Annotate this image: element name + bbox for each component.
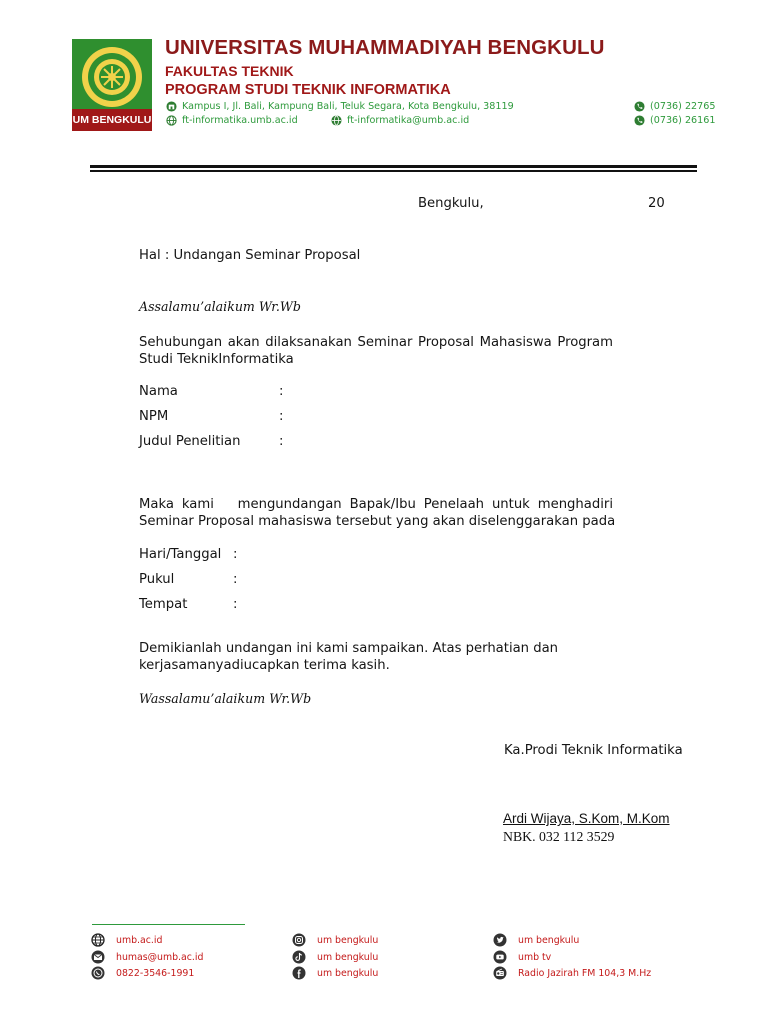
instagram-icon (292, 933, 306, 947)
twitter-icon (493, 933, 507, 947)
phone-line-2 (634, 115, 715, 126)
website-link[interactable]: ft-informatika.umb.ac.id (182, 115, 298, 126)
field-sep-judul: : (279, 434, 284, 449)
footer-email-text[interactable]: humas@umb.ac.id (116, 951, 204, 963)
footer-radio[interactable] (493, 966, 651, 980)
faculty-name: FAKULTAS TEKNIK (165, 63, 294, 79)
field-label-npm: NPM (139, 409, 169, 424)
globe-icon (91, 933, 105, 947)
field-label-judul: Judul Penelitian (139, 434, 241, 449)
footer-whatsapp-text[interactable]: 0822-3546-1991 (116, 967, 195, 979)
footer-website[interactable] (91, 933, 162, 947)
footer-youtube[interactable] (493, 950, 551, 964)
globe-icon (166, 115, 177, 126)
field-label-nama: Nama (139, 384, 178, 399)
program-name: PROGRAM STUDI TEKNIK INFORMATIKA (165, 82, 451, 98)
footer-facebook-text[interactable]: um bengkulu (317, 967, 379, 979)
invite-paragraph (139, 496, 616, 530)
footer-whatsapp[interactable] (91, 966, 194, 980)
intro-paragraph (139, 334, 613, 368)
footer-twitter[interactable] (493, 933, 579, 947)
university-name: UNIVERSITAS MUHAMMADIYAH BENGKULU (165, 36, 605, 59)
phone-1-text: (0736) 22765 (650, 101, 716, 112)
footer-instagram-text[interactable]: um bengkulu (317, 934, 379, 946)
schedule-sep-hari: : (233, 547, 238, 562)
header-divider-thick (90, 165, 697, 168)
signer-name: Ardi Wijaya, S.Kom, M.Kom (503, 811, 670, 826)
footer-tiktok[interactable] (292, 950, 378, 964)
university-logo (72, 39, 152, 131)
address-line (166, 101, 514, 112)
schedule-sep-pukul: : (233, 572, 238, 587)
whatsapp-icon (91, 966, 105, 980)
email-line[interactable] (331, 115, 469, 126)
footer-twitter-text[interactable]: um bengkulu (518, 934, 580, 946)
footer-tiktok-text[interactable]: um bengkulu (317, 951, 379, 963)
invite-line-1: Maka kami mengundangan Bapak/Ibu Penelaah untuk menghadiri (139, 497, 613, 512)
letter-place: Bengkulu, (418, 196, 484, 211)
address-text: Kampus I, Jl. Bali, Kampung Bali, Teluk Segara, Kota Bengkulu, 38119 (182, 101, 514, 112)
letter-year: 20 (648, 196, 665, 211)
phone-2-text: (0736) 26161 (650, 115, 716, 126)
field-sep-nama: : (279, 384, 284, 399)
field-sep-npm: : (279, 409, 284, 424)
signer-nbk: NBK. 032 112 3529 (503, 829, 615, 844)
footer-radio-text[interactable]: Radio Jazirah FM 104,3 M.Hz (518, 967, 652, 979)
letter-greeting: Assalamu’alaikum Wr.Wb (139, 299, 301, 314)
intro-line-1: Sehubungan akan dilaksanakan Seminar Proposal Mahasiswa Program (139, 335, 613, 350)
intro-line-2: Studi TeknikInformatika (139, 352, 294, 367)
invite-line-2: Seminar Proposal mahasiswa tersebut yang akan diselenggarakan pada (139, 514, 616, 529)
letter-subject: Hal : Undangan Seminar Proposal (139, 248, 361, 263)
signer-title: Ka.Prodi Teknik Informatika (504, 743, 683, 758)
letter-farewell: Wassalamu’alaikum Wr.Wb (139, 691, 312, 706)
footer-youtube-text[interactable]: umb tv (518, 951, 552, 963)
closing-paragraph (139, 640, 558, 674)
logo-label: UM BENGKULU (72, 109, 152, 131)
footer-instagram[interactable] (292, 933, 378, 947)
footer-website-text[interactable]: umb.ac.id (116, 934, 163, 946)
schedule-sep-tempat: : (233, 597, 238, 612)
phone-icon (634, 101, 645, 112)
closing-line-1: Demikianlah undangan ini kami sampaikan. Atas perhatian dan (139, 641, 559, 656)
header-divider-thin (90, 170, 697, 172)
youtube-icon (493, 950, 507, 964)
building-icon (166, 101, 177, 112)
radio-icon (493, 966, 507, 980)
footer-facebook[interactable] (292, 966, 378, 980)
schedule-label-tempat: Tempat (139, 597, 188, 612)
schedule-label-hari: Hari/Tanggal (139, 547, 222, 562)
website-line[interactable] (166, 115, 298, 126)
mail-icon (91, 950, 105, 964)
university-emblem-icon (80, 45, 144, 109)
footer-email[interactable] (91, 950, 203, 964)
phone-line-1 (634, 101, 715, 112)
closing-line-2: kerjasamanyadiucapkan terima kasih. (139, 658, 390, 673)
footer-divider (92, 924, 245, 925)
schedule-label-pukul: Pukul (139, 572, 175, 587)
facebook-icon (292, 966, 306, 980)
globe-email-icon (331, 115, 342, 126)
phone-icon (634, 115, 645, 126)
email-link[interactable]: ft-informatika@umb.ac.id (347, 115, 470, 126)
tiktok-icon (292, 950, 306, 964)
